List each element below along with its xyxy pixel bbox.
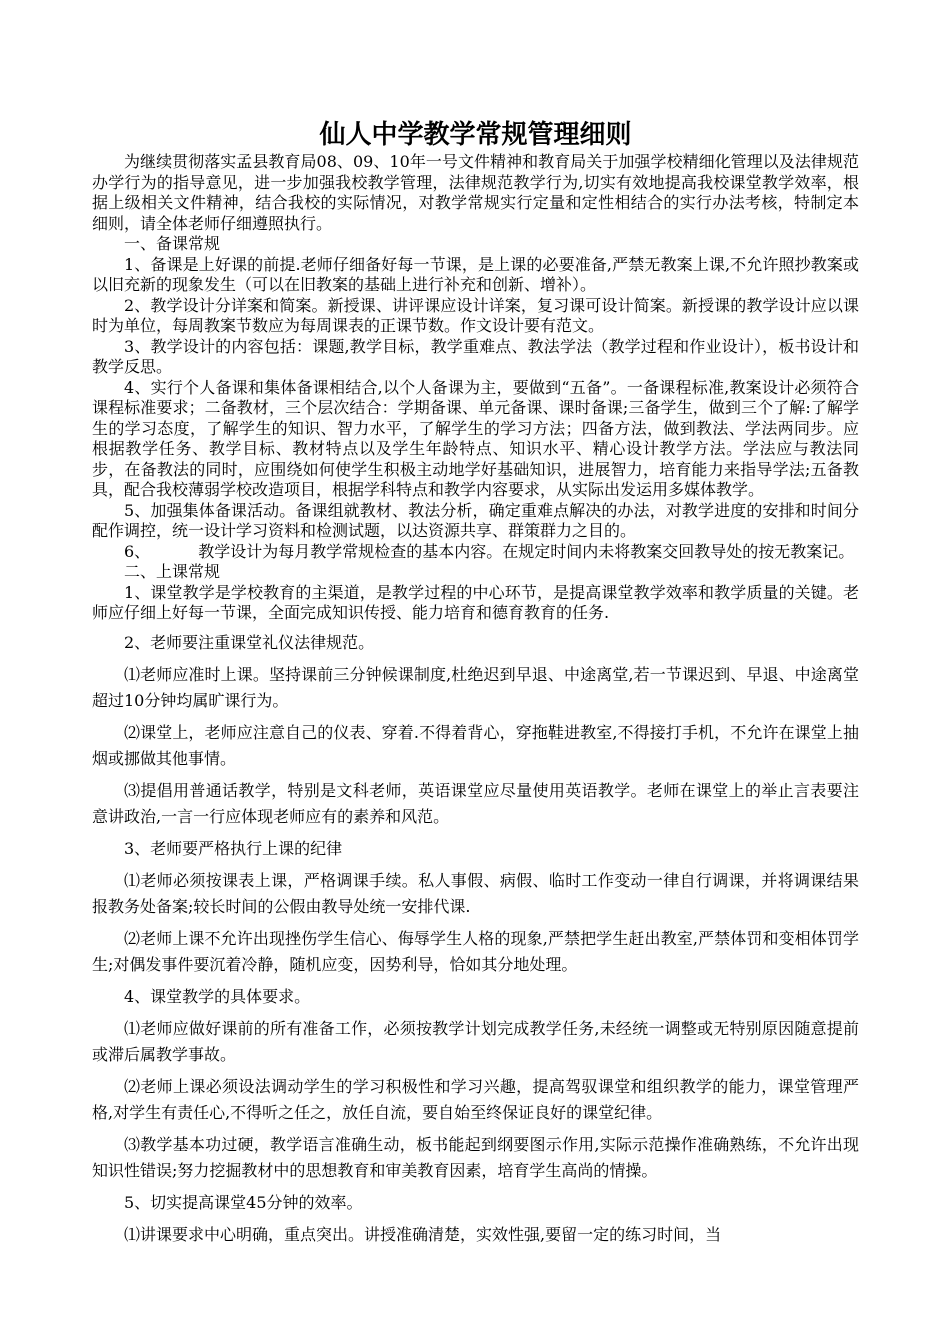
item-number: 6、 <box>124 541 151 561</box>
paragraph: ⑴老师应做好课前的所有准备工作，必须按教学计划完成教学任务,未经统一调整或无特别原因随意提前或滞后属教学事故。 <box>92 1018 859 1064</box>
paragraph: ⑴老师应准时上课。坚持课前三分钟候课制度,杜绝迟到早退、中途离堂,若一节课迟到、早退、中途离堂超过10分钟均属旷课行为。 <box>92 664 859 710</box>
section-block-2 <box>92 630 859 1248</box>
paragraph: ⑵老师上课不允许出现挫伤学生信心、侮辱学生人格的现象,严禁把学生赶出教室,严禁体罚和变相体罚学生;对偶发事件要沉着冷静，随机应变，因势利导，恰如其分地处理。 <box>92 928 859 974</box>
paragraph <box>92 542 859 563</box>
paragraph: 1、备课是上好课的前提.老师仔细备好每一节课，是上课的必要准备,严禁无教案上课,不允许照抄教案或以旧充新的现象发生（可以在旧教案的基础上进行补充和创新、增补）。 <box>92 254 859 294</box>
document-page <box>92 118 859 1254</box>
section-block-1 <box>92 152 859 624</box>
paragraph: 5、加强集体备课活动。备课组就教材、教法分析，确定重难点解决的办法，对教学进度的安排和时间分配作调控，统一设计学习资料和检测试题，以达资源共享、群策群力之目的。 <box>92 500 859 540</box>
section-heading-lesson-prep: 一、备课常规 <box>124 234 221 253</box>
paragraph: ⑴老师必须按课表上课，严格调课手续。私人事假、病假、临时工作变动一律自行调课，并将调课结果报教务处备案;较长时间的公假由教导处统一安排代课. <box>92 870 859 916</box>
paragraph: 4、课堂教学的具体要求。 <box>124 986 311 1006</box>
intro-paragraph: 为继续贯彻落实孟县教育局08、09、10年一号文件精神和教育局关于加强学校精细化管理以及法律规范办学行为的指导意见，进一步加强我校教学管理，法律规范教学行为,切实有效地提高我校课堂教学效率，根据上级相关文件精神，结合我校的实际情况，对教学常规实行定量和定性相结合的实行办法考核，特制定本细则，请全体老师仔细遵照执行。 <box>92 152 859 233</box>
paragraph: ⑶提倡用普通话教学，特别是文科老师，英语课堂应尽量使用英语教学。老师在课堂上的举止言表要注意讲政治,一言一行应体现老师应有的素养和风范。 <box>92 780 859 826</box>
paragraph: 3、老师要严格执行上课的纪律 <box>124 838 343 858</box>
paragraph: 2、教学设计分详案和简案。新授课、讲评课应设计详案，复习课可设计简案。新授课的教学设计应以课时为单位，每周教案节数应为每周课表的正课节数。作文设计要有范文。 <box>92 295 859 335</box>
paragraph: 1、课堂教学是学校教育的主渠道，是教学过程的中心环节，是提高课堂教学效率和教学质量的关键。老师应仔细上好每一节课，全面完成知识传授、能力培育和德育教育的任务. <box>92 582 859 622</box>
paragraph: 2、老师要注重课堂礼仪法律规范。 <box>124 632 375 652</box>
item-text: 教学设计为每月教学常规检查的基本内容。在规定时间内未将教案交回教导处的按无教案记。 <box>198 541 855 561</box>
paragraph: 4、实行个人备课和集体备课相结合,以个人备课为主，要做到“五备”。一备课程标准,教案设计必须符合课程标准要求；二备教材，三个层次结合：学期备课、单元备课、课时备课;三备学生，做到三个了解:了解学生的学习态度，了解学生的知识、智力水平，了解学生的学习方法；四备方法，做到教法、学法两同步。应根据教学任务、教学目标、教材特点以及学生年龄特点、知识水平、精心设计教学方法。学法应与教法同步，在备教法的同时，应围绕如何使学生积极主动地学好基础知识，进展智力，培育能力来指导学法;五备教具，配合我校薄弱学校改造项目，根据学科特点和教学内容要求，从实际出发运用多媒体教学。 <box>92 377 859 499</box>
paragraph: ⑶教学基本功过硬，教学语言准确生动，板书能起到纲要图示作用,实际示范操作准确熟练，不允许出现知识性错误;努力挖掘教材中的思想教育和审美教育因素，培育学生高尚的情操。 <box>92 1134 859 1180</box>
paragraph: ⑵老师上课必须设法调动学生的学习积极性和学习兴趣，提高驾驭课堂和组织教学的能力，课堂管理严格,对学生有责任心,不得听之任之，放任自流，要自始至终保证良好的课堂纪律。 <box>92 1076 859 1122</box>
section-heading-teaching: 二、上课常规 <box>124 562 221 581</box>
paragraph: ⑴讲课要求中心明确，重点突出。讲授准确清楚，实效性强,要留一定的练习时间，当 <box>124 1224 722 1244</box>
document-title: 仙人中学教学常规管理细则 <box>319 120 632 150</box>
paragraph: 5、切实提高课堂45分钟的效率。 <box>124 1192 363 1212</box>
paragraph: ⑵课堂上，老师应注意自己的仪表、穿着.不得着背心，穿拖鞋进教室,不得接打手机，不允许在课堂上抽烟或挪做其他事情。 <box>92 722 859 768</box>
paragraph: 3、教学设计的内容包括：课题,教学目标，教学重难点、教法学法（教学过程和作业设计），板书设计和教学反思。 <box>92 336 859 376</box>
